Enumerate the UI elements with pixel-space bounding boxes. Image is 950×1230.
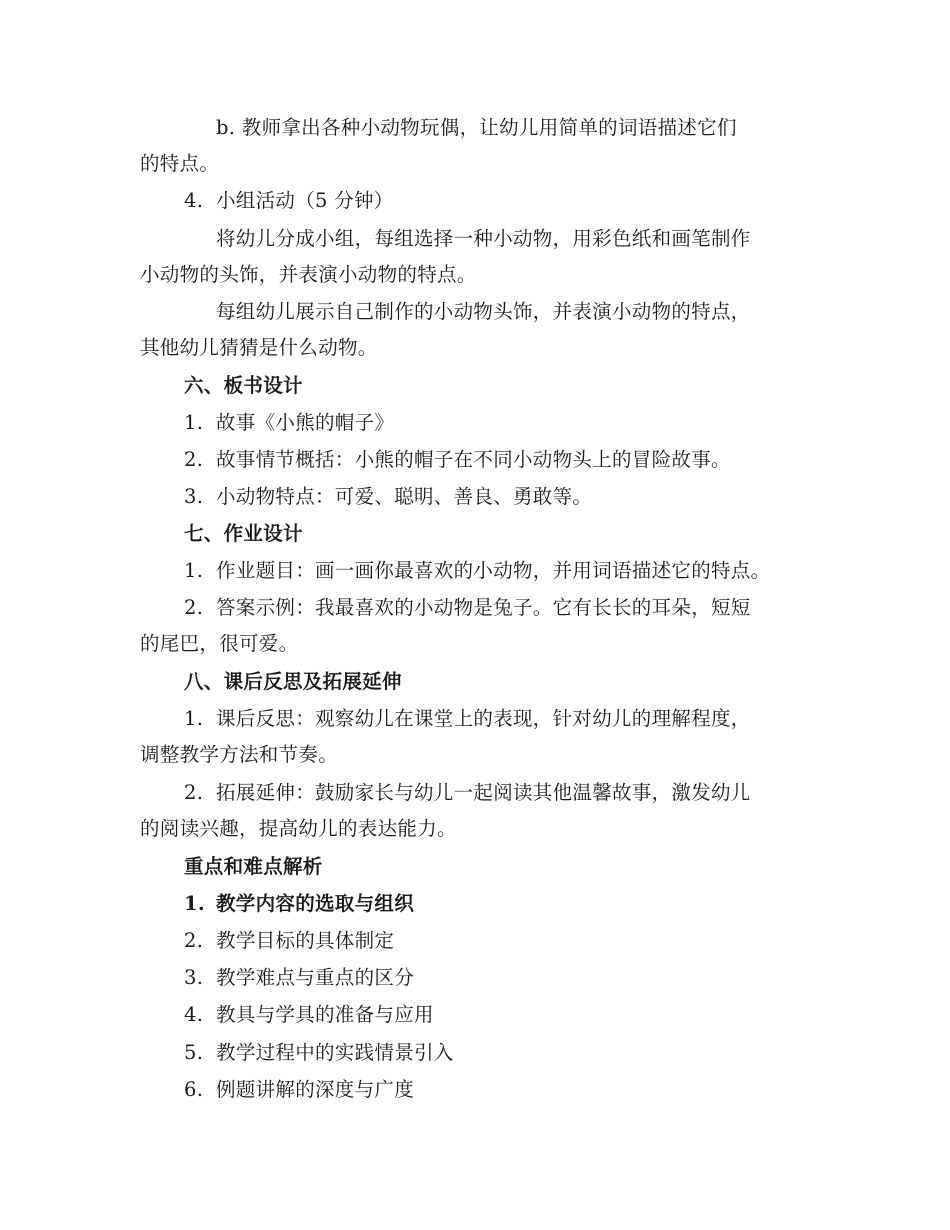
section8-item-1-text-1: 课后反思：观察幼儿在课堂上的表现，针对幼儿的理解程度，	[216, 707, 751, 730]
section7-item-2-number: 2.	[184, 596, 204, 619]
step4-paragraph-2-line-1: 每组幼儿展示自己制作的小动物头饰，并表演小动物的特点，	[216, 300, 751, 323]
section7-item-1	[184, 558, 770, 584]
analysis-item-2-text: 教学目标的具体制定	[216, 929, 395, 952]
analysis-item-1-text: 教学内容的选取与组织	[216, 892, 415, 915]
section6-item-1-text: 故事《小熊的帽子》	[216, 411, 395, 434]
section8-item-2-line-2: 的阅读兴趣，提高幼儿的表达能力。	[140, 817, 457, 840]
step4-paragraph-1-line-1: 将幼儿分成小组，每组选择一种小动物，用彩色纸和画笔制作	[216, 227, 751, 250]
b-item-line-1: b. 教师拿出各种小动物玩偶，让幼儿用简单的词语描述它们	[216, 116, 737, 139]
analysis-heading: 重点和难点解析	[184, 855, 323, 878]
section6-item-3-number: 3.	[184, 485, 204, 508]
section8-item-1-line-1	[184, 706, 751, 732]
analysis-item-5-number: 5.	[184, 1041, 204, 1064]
analysis-item-1	[184, 891, 414, 917]
section6-item-2	[184, 447, 731, 473]
step4-title: 小组活动（5 分钟）	[216, 189, 394, 212]
section7-item-2-line-1	[184, 595, 751, 621]
section6-heading: 六、板书设计	[184, 374, 303, 397]
section6-item-1-number: 1.	[184, 411, 204, 434]
analysis-item-1-number: 1.	[184, 892, 205, 915]
analysis-item-2-number: 2.	[184, 929, 204, 952]
section8-item-2-number: 2.	[184, 781, 204, 804]
section6-item-2-number: 2.	[184, 448, 204, 471]
analysis-item-4-text: 教具与学具的准备与应用	[216, 1003, 434, 1026]
b-item-line-2: 的特点。	[140, 152, 220, 175]
section7-item-2-line-2: 的尾巴，很可爱。	[140, 632, 299, 655]
step4-paragraph-1-line-2: 小动物的头饰，并表演小动物的特点。	[140, 263, 477, 286]
section7-item-2-text-1: 答案示例：我最喜欢的小动物是兔子。它有长长的耳朵，短短	[216, 596, 751, 619]
step4-title-line	[184, 188, 394, 214]
section8-item-2-text-1: 拓展延伸：鼓励家长与幼儿一起阅读其他温馨故事，激发幼儿	[216, 781, 751, 804]
analysis-item-6	[184, 1077, 414, 1103]
section8-item-1-line-2: 调整教学方法和节奏。	[140, 743, 339, 766]
analysis-item-5-text: 教学过程中的实践情景引入	[216, 1041, 454, 1064]
analysis-item-3-text: 教学难点与重点的区分	[216, 966, 415, 989]
analysis-item-6-text: 例题讲解的深度与广度	[216, 1078, 415, 1101]
section7-item-1-text: 作业题目：画一画你最喜欢的小动物，并用词语描述它的特点。	[216, 559, 771, 582]
analysis-item-4	[184, 1002, 434, 1028]
analysis-item-4-number: 4.	[184, 1003, 204, 1026]
analysis-item-3-number: 3.	[184, 966, 204, 989]
section6-item-2-text: 故事情节概括：小熊的帽子在不同小动物头上的冒险故事。	[216, 448, 731, 471]
analysis-item-6-number: 6.	[184, 1078, 204, 1101]
analysis-item-5	[184, 1040, 454, 1066]
step4-number: 4.	[184, 189, 204, 212]
section8-item-2-line-1	[184, 780, 751, 806]
step4-paragraph-2-line-2: 其他幼儿猜猜是什么动物。	[140, 336, 378, 359]
analysis-item-2	[184, 928, 394, 954]
section7-heading: 七、作业设计	[184, 522, 303, 545]
section6-item-1	[184, 410, 394, 436]
section8-item-1-number: 1.	[184, 707, 204, 730]
section7-item-1-number: 1.	[184, 559, 204, 582]
section6-item-3	[184, 484, 592, 510]
section6-item-3-text: 小动物特点：可爱、聪明、善良、勇敢等。	[216, 485, 593, 508]
analysis-item-3	[184, 965, 414, 991]
section8-heading: 八、课后反思及拓展延伸	[184, 670, 402, 693]
